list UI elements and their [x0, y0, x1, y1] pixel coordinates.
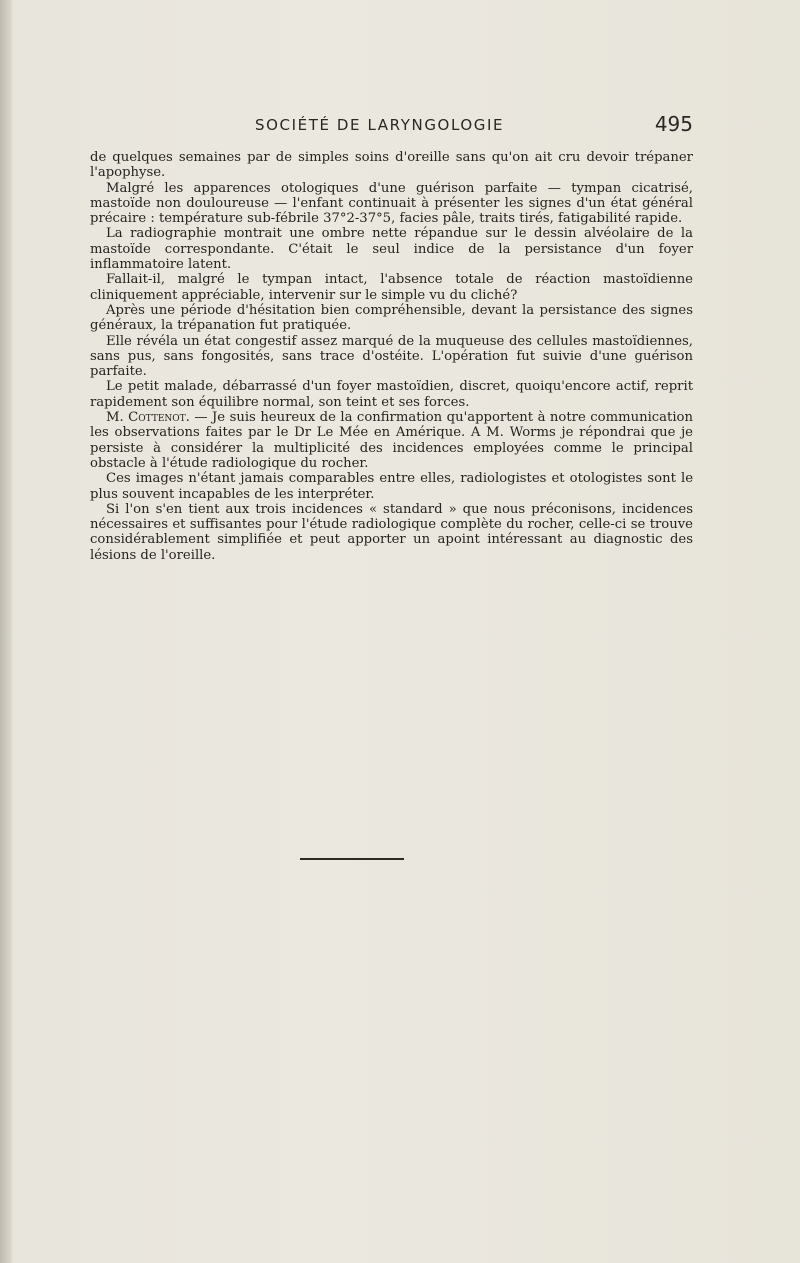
- paragraph-2: Malgré les apparences otologiques d'une guérison parfaite — tympan cicatrisé, mastoïde non douloureuse — l'enfant continuait à présenter les signes d'un état général précaire : température sub-fébrile 37°2-37°5, facies pâle, traits tirés, fatigabilité rapide.: [90, 180, 693, 227]
- paragraph-cottenot: [90, 410, 693, 471]
- paragraph-7: Le petit malade, débarrassé d'un foyer mastoïdien, discret, quoiqu'encore actif, reprit rapidement son équilibre normal, son teint et ses forces.: [90, 379, 693, 410]
- section-rule: [300, 858, 404, 860]
- speaker-text: — Je suis heureux de la confirmation qu'apportent à notre communication les observations faites par le Dr Le Mée en Amérique. A M. Worms je répondrai que je persiste à considérer la multiplicité des incidences employées comme le principal obstacle à l'étude radiologique du rocher.: [90, 410, 693, 471]
- paragraph-4: Fallait-il, malgré le tympan intact, l'absence totale de réaction mastoïdienne cliniquement appréciable, intervenir sur le simple vu du cliché?: [90, 272, 693, 303]
- paragraph-6: Elle révéla un état congestif assez marqué de la muqueuse des cellules mastoïdiennes, sans pus, sans fongosités, sans trace d'ostéite. L'opération fut suivie d'une guérison parfaite.: [90, 333, 693, 380]
- paragraph-1: de quelques semaines par de simples soins d'oreille sans qu'on ait cru devoir trépaner l'apophyse.: [90, 150, 693, 181]
- speaker-name: M. Cottenot.: [106, 410, 190, 426]
- page-number: 495: [654, 112, 693, 136]
- paragraph-9: Si l'on s'en tient aux trois incidences « standard » que nous préconisons, incidences nécessaires et suffisantes pour l'étude radiologique complète du rocher, celle-ci se trouve considérablement simplifiée et peut apporter un apoint intéressant au diagnostic des lésions de l'oreille.: [90, 501, 693, 563]
- paragraph-3: La radiographie montrait une ombre nette répandue sur le dessin alvéolaire de la mastoïde correspondante. C'était le seul indice de la persistance d'un foyer inflammatoire latent.: [90, 226, 693, 273]
- paragraph-5: Après une période d'hésitation bien compréhensible, devant la persistance des signes généraux, la trépanation fut pratiquée.: [90, 302, 693, 334]
- paragraph-8: Ces images n'étant jamais comparables entre elles, radiologistes et otologistes sont le plus souvent incapables de les interpréter.: [90, 471, 693, 502]
- binding-gutter: [0, 0, 12, 1263]
- body-text: [90, 150, 693, 563]
- page-header: [90, 112, 693, 140]
- running-title: SOCIÉTÉ DE LARYNGOLOGIE: [255, 116, 505, 134]
